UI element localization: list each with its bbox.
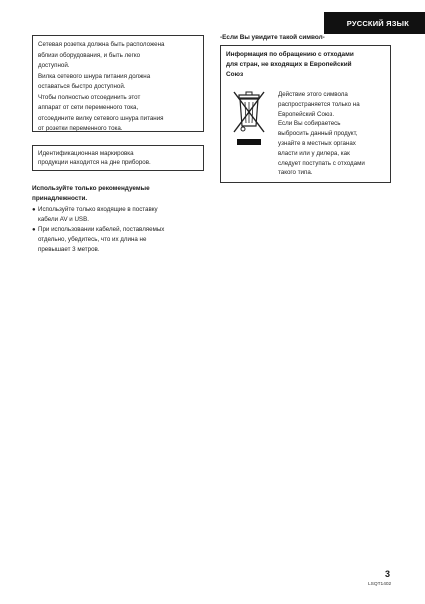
product-marking-notice bbox=[32, 145, 204, 171]
disposal-title: Информация по обращению с отходами для стран, не входящих в Европейский Союз bbox=[226, 51, 354, 78]
document-code: LSQT1402 bbox=[368, 582, 392, 587]
accessories-bullet-2: ● При использовании кабелей, поставляемых отдельно, убедитесь, что их длина не превышает 3 метров. bbox=[32, 226, 165, 253]
accessories-list bbox=[32, 205, 212, 255]
power-outlet-notice bbox=[32, 35, 204, 132]
accessories-heading: Используйте только рекомендуемые принадлежности. bbox=[32, 185, 150, 202]
bullet-icon: ● bbox=[32, 227, 36, 233]
bullet-icon: ● bbox=[32, 207, 36, 213]
power-outlet-text: Сетевая розетка должна быть расположена вблизи оборудования, и быть легко доступной. Вилка сетевого шнура питания должна оставаться быстро доступной. Чтобы полностью отсоединить этот аппарат от сети переменного тока, отсоедините вилку сетевого шнура питания от розетки переменного тока. bbox=[38, 41, 165, 132]
accessories-bullet-1: ● Используйте только входящие в поставку кабели AV и USB. bbox=[32, 206, 158, 223]
page-number: 3 bbox=[385, 569, 391, 579]
disposal-text: Действие этого символа распространяется только на Европейский Союз. Если Вы собираетесь выбросить данный продукт, узнайте в местных органах власти или у дилера, как следует поступать с отходами такого типа. bbox=[278, 91, 365, 177]
disposal-info-box bbox=[220, 45, 391, 183]
product-marking-text: Идентификационная маркировка продукции находится на дне приборов. bbox=[38, 150, 151, 166]
symbol-heading: -Если Вы увидите такой символ- bbox=[220, 34, 325, 41]
crossed-out-wheelie-bin-icon bbox=[231, 90, 267, 152]
language-tab: РУССКИЙ ЯЗЫК bbox=[324, 12, 425, 34]
